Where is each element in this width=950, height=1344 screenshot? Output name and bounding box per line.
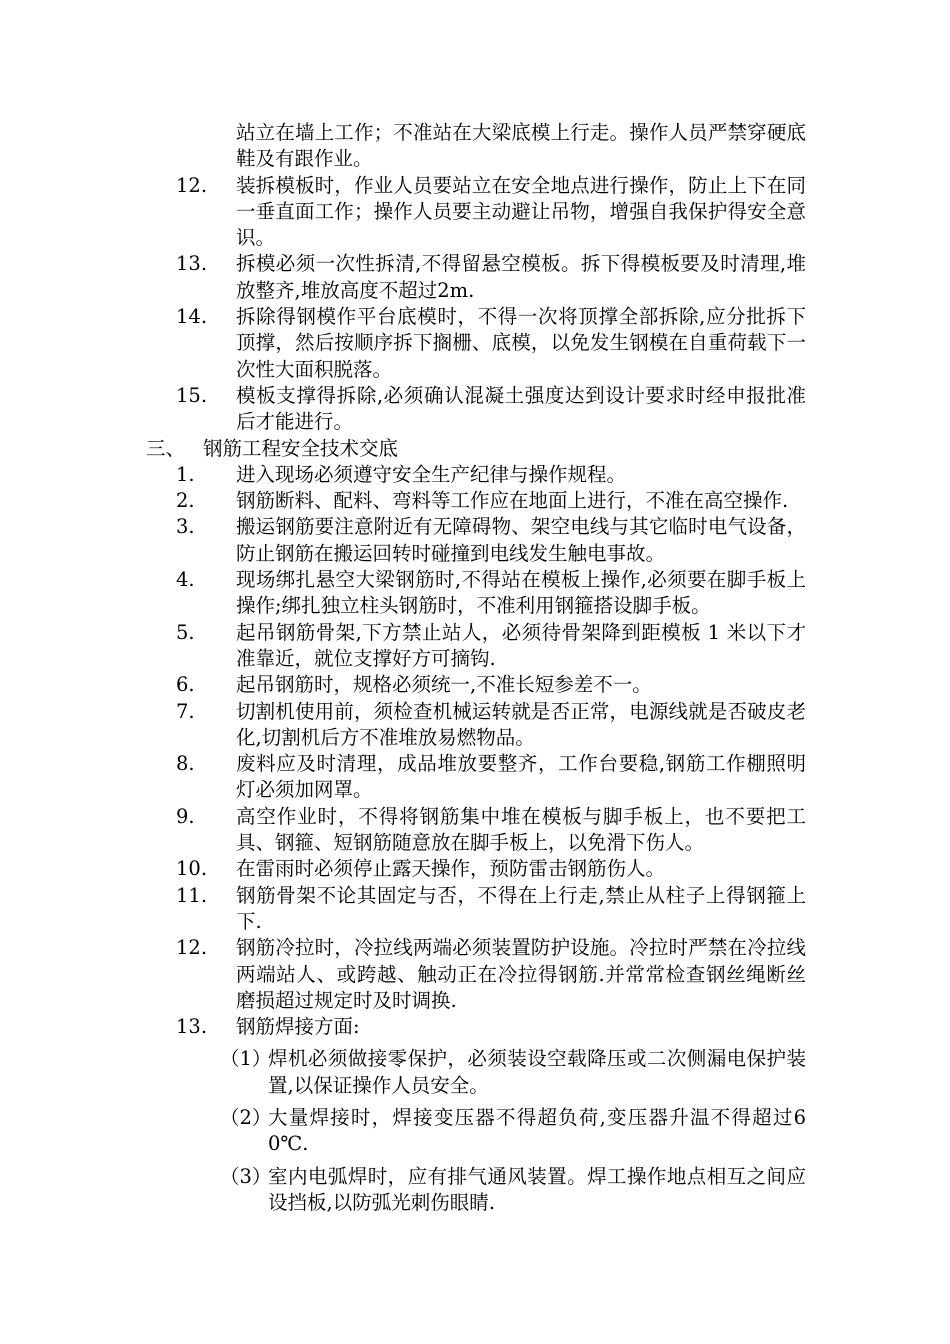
- rebar-item-1: [0, 462, 950, 488]
- rebar-item-8: [0, 751, 950, 804]
- rebar-item-5: [0, 620, 950, 673]
- section-heading: [0, 436, 950, 462]
- item-text: 高空作业时，不得将钢筋集中堆在模板与脚手板上，也不要把工具、钢箍、短钢筋随意放在脚手板上，以免滑下伤人。: [236, 804, 806, 855]
- formwork-item-14: [0, 304, 950, 383]
- item-text: 进入现场必须遵守安全生产纪律与操作规程。: [236, 462, 627, 486]
- item-text: 装拆模板时，作业人员要站立在安全地点进行操作，防止上下在同一垂直面工作；操作人员要主动避让吊物，增强自我保护得安全意识。: [236, 173, 806, 250]
- subitem-text: 室内电弧焊时，应有排气通风装置。焊工操作地点相互之间应设挡板,以防弧光刺伤眼睛.: [268, 1164, 806, 1214]
- item-number: 9.: [176, 804, 195, 828]
- item-number: 7.: [176, 699, 195, 723]
- rebar-item-12: [0, 935, 950, 1014]
- item-text: 钢筋断料、配料、弯料等工作应在地面上进行，不准在高空操作.: [236, 489, 789, 513]
- item-text: 起吊钢筋时，规格必须统一,不准长短参差不一。: [236, 673, 652, 697]
- section-number: 三、: [146, 436, 186, 460]
- item-number: 12.: [176, 936, 208, 960]
- item-number: 11.: [176, 883, 208, 907]
- rebar-item-9: [0, 804, 950, 857]
- rebar-item-2: [0, 488, 950, 514]
- formwork-item-12: [0, 173, 950, 252]
- formwork-item-13: [0, 251, 950, 304]
- subitem-number: （3）: [220, 1164, 272, 1188]
- formwork-item-15: [0, 383, 950, 436]
- item-number: 13.: [176, 1015, 208, 1039]
- item-text: 废料应及时清理，成品堆放要整齐，工作台要稳,钢筋工作棚照明灯必须加网罩。: [236, 752, 806, 802]
- rebar-item-4: [0, 567, 950, 620]
- item-number: 8.: [176, 752, 195, 776]
- rebar-item-13: [0, 1014, 950, 1040]
- item-number: 14.: [176, 305, 208, 329]
- item-text: 拆模必须一次性拆清,不得留悬空模板。拆下得模板要及时清理,堆放整齐,堆放高度不超过2m.: [236, 252, 806, 302]
- item-text: 搬运钢筋要注意附近有无障碍物、架空电线与其它临时电气设备，防止钢筋在搬运回转时碰撞到电线发生触电事故。: [236, 515, 806, 565]
- subitem-text: 焊机必须做接零保护，必须装设空载降压或二次侧漏电保护装置,以保证操作人员安全。: [268, 1047, 806, 1097]
- item-number: 6.: [176, 673, 195, 697]
- item-text: 在雷雨时必须停止露天操作，预防雷击钢筋伤人。: [236, 857, 666, 881]
- rebar-item-7: [0, 699, 950, 752]
- rebar-item-11: [0, 883, 950, 936]
- item-number: 13.: [176, 252, 208, 276]
- item-text: 现场绑扎悬空大梁钢筋时,不得站在模板上操作,必须要在脚手板上操作;绑扎独立柱头钢筋时，不准利用钢箍搭设脚手板。: [236, 568, 806, 618]
- item-number: 2.: [176, 489, 195, 513]
- item-number: 1.: [176, 462, 195, 486]
- subitem-number: （2）: [220, 1105, 272, 1129]
- continuation-paragraph: [0, 120, 950, 173]
- item-text: 拆除得钢模作平台底模时，不得一次将顶撑全部拆除,应分批拆下顶撑，然后按顺序拆下搁栅、底模，以免发生钢模在自重荷载下一次性大面积脱落。: [236, 305, 806, 381]
- item-text: 起吊钢筋骨架,下方禁止站人，必须待骨架降到距模板 1 米以下才准靠近，就位支撑好方可摘钩.: [236, 620, 806, 670]
- section-title: 钢筋工程安全技术交底: [203, 436, 399, 460]
- item-number: 12.: [176, 173, 208, 197]
- subitem-number: （1）: [220, 1047, 272, 1071]
- document-body: [0, 120, 950, 1216]
- item-text: 切割机使用前，须检查机械运转就是否正常，电源线就是否破皮老化,切割机后方不准堆放易燃物品。: [236, 699, 806, 749]
- rebar-item-6: [0, 672, 950, 698]
- rebar-item-3: [0, 514, 950, 567]
- welding-subitem-1: [0, 1046, 950, 1099]
- subitem-text: 大量焊接时，焊接变压器不得超负荷,变压器升温不得超过60℃.: [268, 1105, 806, 1156]
- paragraph-text: 站立在墙上工作；不准站在大梁底模上行走。操作人员严禁穿硬底鞋及有跟作业。: [236, 121, 806, 171]
- item-text: 钢筋焊接方面:: [236, 1015, 360, 1039]
- item-number: 5.: [176, 620, 195, 644]
- item-text: 模板支撑得拆除,必须确认混凝土强度达到设计要求时经申报批准后才能进行。: [236, 383, 806, 434]
- rebar-item-10: [0, 856, 950, 882]
- item-number: 10.: [176, 857, 208, 881]
- item-number: 15.: [176, 383, 208, 407]
- item-text: 钢筋冷拉时，冷拉线两端必须装置防护设施。冷拉时严禁在冷拉线两端站人、或跨越、触动正在冷拉得钢筋.并常常检查钢丝绳断丝磨损超过规定时及时调换.: [236, 936, 806, 1012]
- item-number: 3.: [176, 515, 195, 539]
- welding-subitem-2: [0, 1105, 950, 1158]
- item-text: 钢筋骨架不论其固定与否，不得在上行走,禁止从柱子上得钢箍上下.: [236, 883, 806, 933]
- item-number: 4.: [176, 568, 195, 592]
- welding-subitem-3: [0, 1164, 950, 1217]
